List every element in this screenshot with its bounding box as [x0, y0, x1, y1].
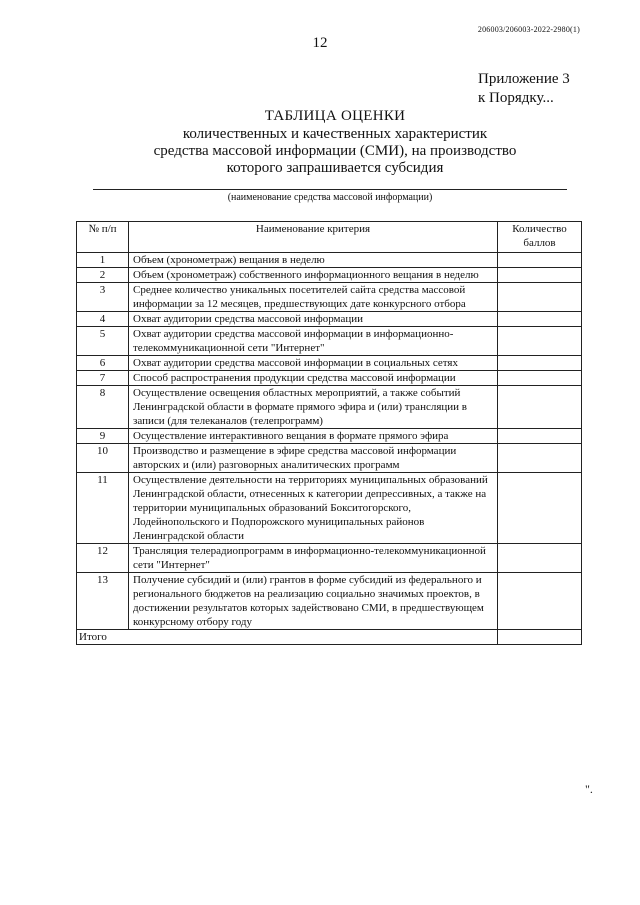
- appendix-line-1: Приложение 3: [478, 71, 570, 87]
- score-cell: [498, 429, 582, 444]
- row-number: 1: [77, 253, 129, 268]
- score-cell: [498, 327, 582, 356]
- row-number: 8: [77, 386, 129, 429]
- table-row: [77, 544, 582, 573]
- criteria-table: [76, 221, 582, 645]
- score-cell: [498, 371, 582, 386]
- table-row: [77, 473, 582, 544]
- header-score: Количество баллов: [498, 222, 582, 253]
- criterion-name: Производство и размещение в эфире средства массовой информации авторских и (или) разговорных аналитических программ: [129, 444, 498, 473]
- table-row: [77, 268, 582, 283]
- table-row: [77, 283, 582, 312]
- row-number: 9: [77, 429, 129, 444]
- criterion-name: Среднее количество уникальных посетителей сайта средства массовой информации за 12 месяцев, предшествующих дате конкурсного отбора: [129, 283, 498, 312]
- score-cell: [498, 573, 582, 630]
- total-score-cell: [498, 630, 582, 645]
- criterion-name: Трансляция телерадиопрограмм в информационно-телекоммуникационной сети "Интернет": [129, 544, 498, 573]
- row-number: 10: [77, 444, 129, 473]
- header-criterion: Наименование критерия: [129, 222, 498, 253]
- score-cell: [498, 283, 582, 312]
- score-cell: [498, 253, 582, 268]
- table-row: [77, 327, 582, 356]
- criterion-name: Охват аудитории средства массовой информации в информационно-телекоммуникационной сети "Интернет": [129, 327, 498, 356]
- criterion-name: Получение субсидий и (или) грантов в форме субсидий из федерального и регионального бюджетов на реализацию социально значимых проектов, в достижении результатов которых задействовано СМИ, в предшествующем конкурсному отбору году: [129, 573, 498, 630]
- header-num: № п/п: [77, 222, 129, 253]
- table-row: [77, 312, 582, 327]
- row-number: 3: [77, 283, 129, 312]
- appendix-line-2: к Порядку...: [478, 90, 554, 106]
- table-row: [77, 444, 582, 473]
- table-row: [77, 356, 582, 371]
- row-number: 4: [77, 312, 129, 327]
- closing-quote: ".: [585, 782, 593, 796]
- score-cell: [498, 473, 582, 544]
- row-number: 13: [77, 573, 129, 630]
- row-number: 6: [77, 356, 129, 371]
- row-number: 7: [77, 371, 129, 386]
- criterion-name: Объем (хронометраж) собственного информационного вещания в неделю: [129, 268, 498, 283]
- criterion-name: Охват аудитории средства массовой информации: [129, 312, 498, 327]
- criterion-name: Способ распространения продукции средства массовой информации: [129, 371, 498, 386]
- row-number: 12: [77, 544, 129, 573]
- media-name-caption: (наименование средства массовой информации): [227, 192, 433, 203]
- subtitle-line-3: которого запрашивается субсидия: [226, 160, 444, 176]
- score-cell: [498, 356, 582, 371]
- media-name-line: [93, 189, 567, 190]
- criteria-rows: [77, 253, 582, 630]
- document-title: ТАБЛИЦА ОЦЕНКИ: [264, 108, 406, 124]
- subtitle-line-1: количественных и качественных характеристик: [182, 126, 488, 142]
- criterion-name: Осуществление интерактивного вещания в формате прямого эфира: [129, 429, 498, 444]
- score-cell: [498, 544, 582, 573]
- row-number: 11: [77, 473, 129, 544]
- total-row: [77, 630, 582, 645]
- criterion-name: Осуществление освещения областных мероприятий, а также событий Ленинградской области в формате прямого эфира и (или) трансляции в записи (для телеканалов (телепрограмм): [129, 386, 498, 429]
- title-block: [90, 107, 580, 177]
- criterion-name: Объем (хронометраж) вещания в неделю: [129, 253, 498, 268]
- table-row: [77, 429, 582, 444]
- row-number: 2: [77, 268, 129, 283]
- score-cell: [498, 386, 582, 429]
- criterion-name: Охват аудитории средства массовой информации в социальных сетях: [129, 356, 498, 371]
- table-row: [77, 371, 582, 386]
- row-number: 5: [77, 327, 129, 356]
- criterion-name: Осуществление деятельности на территориях муниципальных образований Ленинградской области, отнесенных к категории депрессивных, а также на территории муниципальных образований Бокситогорского, Лодейнопольского и Подпорожского муниципальных районов Ленинградской области: [129, 473, 498, 544]
- subtitle-line-2: средства массовой информации (СМИ), на производство: [153, 143, 517, 159]
- score-cell: [498, 444, 582, 473]
- table-row: [77, 386, 582, 429]
- table-row: [77, 573, 582, 630]
- total-label: Итого: [77, 630, 498, 645]
- document-code: 206003/206003-2022-2980(1): [477, 25, 580, 34]
- appendix-reference: [478, 70, 570, 108]
- score-cell: [498, 312, 582, 327]
- score-cell: [498, 268, 582, 283]
- page-number: 12: [312, 35, 328, 51]
- table-row: [77, 253, 582, 268]
- table-header-row: [77, 222, 582, 253]
